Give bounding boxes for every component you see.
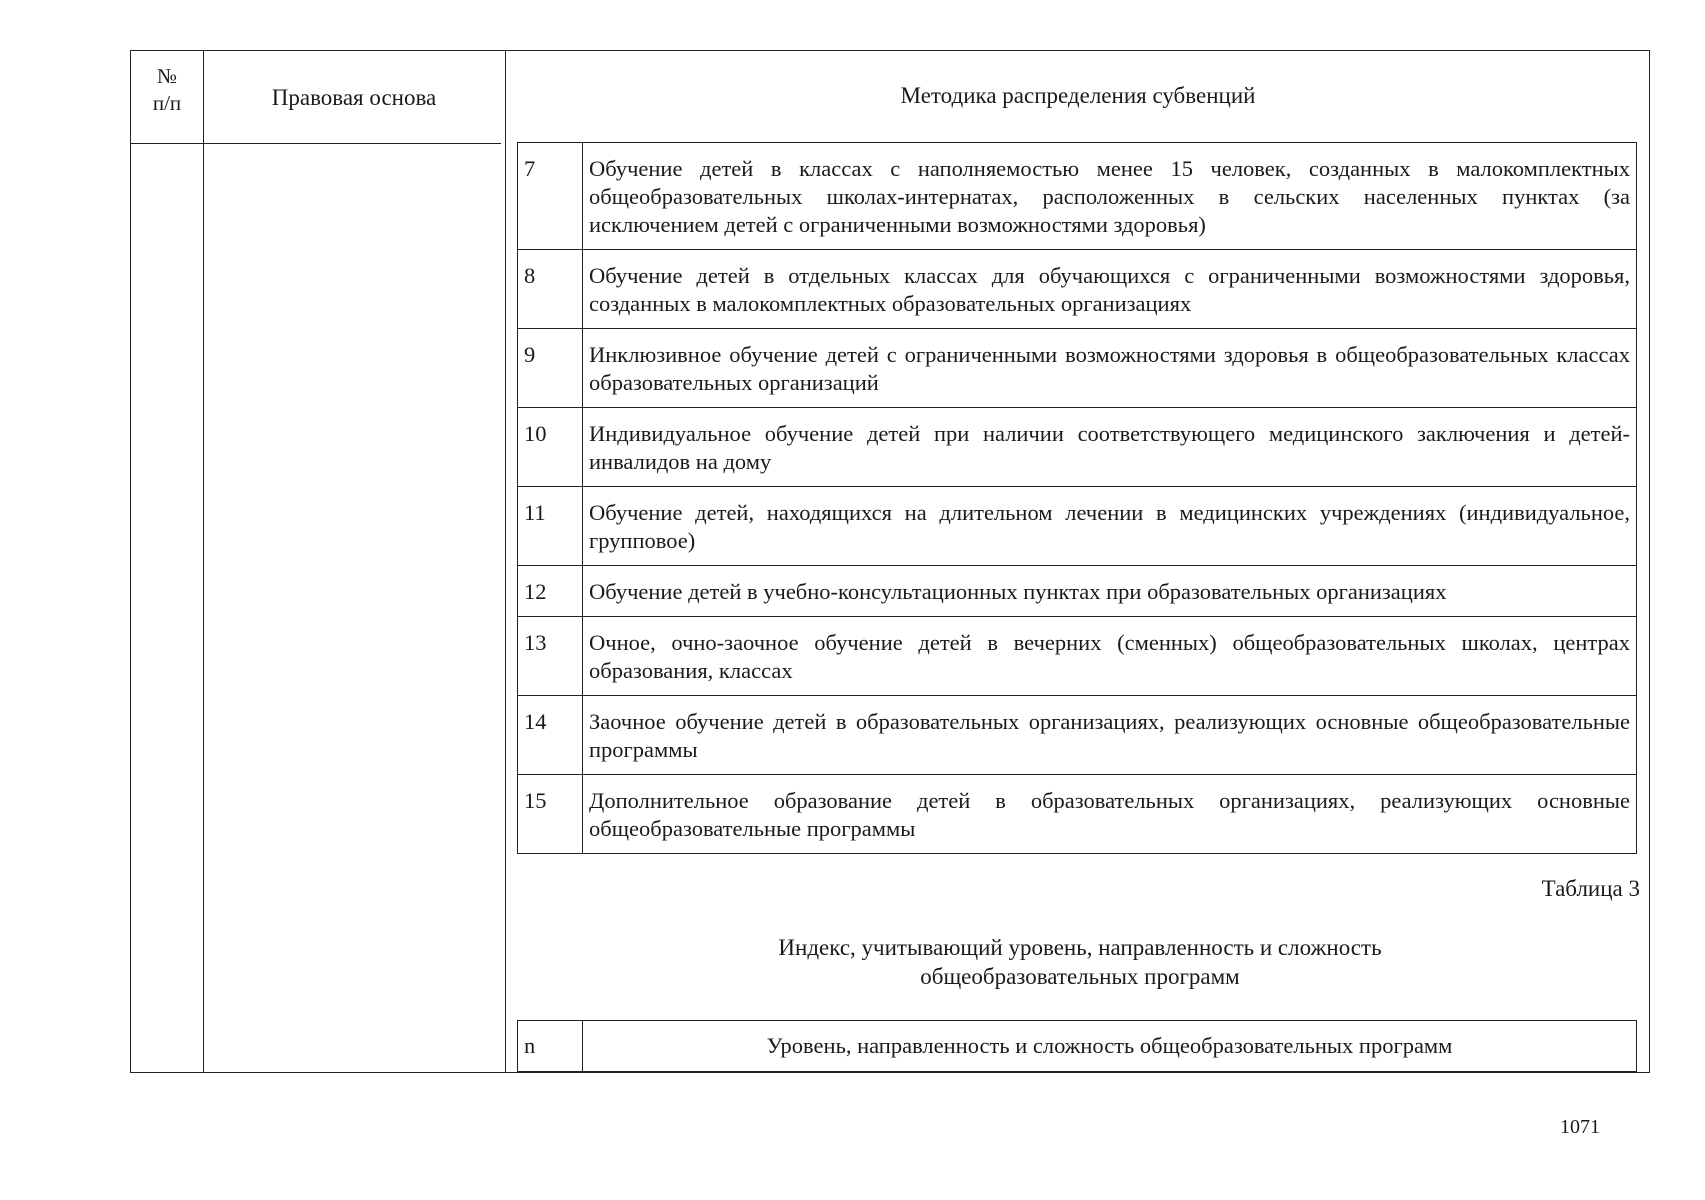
table-3-header-row [518,1021,1637,1072]
header-num-abbrev: п/п [152,91,182,115]
row-number: 13 [518,617,583,696]
row-number: 15 [518,775,583,854]
row-number: 9 [518,329,583,408]
table-row [518,329,1637,408]
row-description: Обучение детей, находящихся на длительном лечении в медицинских учреждениях (индивидуальное, групповое) [583,487,1637,566]
table-3-title-line2: общеобразовательных программ [920,964,1240,989]
table-row [518,566,1637,617]
row-description: Обучение детей в учебно-консультационных пунктах при образовательных организациях [583,566,1637,617]
table-3-col-n: n [518,1021,583,1072]
row-number: 11 [518,487,583,566]
row-number: 8 [518,250,583,329]
row-number: 12 [518,566,583,617]
column-divider-num [203,51,204,1072]
row-description: Дополнительное образование детей в образовательных организациях, реализующих основные общеобразовательные программы [583,775,1637,854]
row-number: 7 [518,143,583,250]
table-row [518,487,1637,566]
table-row [518,250,1637,329]
header-legal-basis: Правовая основа [271,85,437,110]
row-number: 10 [518,408,583,487]
page-number: 1071 [1560,1116,1600,1138]
subvention-categories-table [517,142,1637,854]
column-divider-legal [505,51,506,1072]
table-row [518,143,1637,250]
row-description: Индивидуальное обучение детей при наличии соответствующего медицинского заключения и детей-инвалидов на дому [583,408,1637,487]
row-description: Инклюзивное обучение детей с ограниченными возможностями здоровья в общеобразовательных классах образовательных организаций [583,329,1637,408]
row-description: Заочное обучение детей в образовательных организациях, реализующих основные общеобразовательные программы [583,696,1637,775]
row-number: 14 [518,696,583,775]
row-description: Обучение детей в классах с наполняемостью менее 15 человек, созданных в малокомплектных общеобразовательных школах-интернатах, расположенных в сельских населенных пунктах (за исключением детей с ограниченными возможностями здоровья) [583,143,1637,250]
row-description: Очное, очно-заочное обучение детей в вечерних (сменных) общеобразовательных школах, центрах образования, классах [583,617,1637,696]
table-3-title-line1: Индекс, учитывающий уровень, направленность и сложность [778,935,1382,960]
table-3-title [590,933,1570,991]
table-row [518,696,1637,775]
header-number-column [131,63,203,117]
table-3-label: Таблица 3 [1541,876,1640,901]
header-divider-left [131,143,501,144]
row-description: Обучение детей в отдельных классах для обучающихся с ограниченными возможностями здоровья, созданных в малокомплектных образовательных организациях [583,250,1637,329]
table-3-col-program: Уровень, направленность и сложность общеобразовательных программ [583,1021,1637,1072]
header-num-symbol: № [156,64,178,88]
header-method: Методика распределения субвенций [900,83,1256,108]
table-row [518,408,1637,487]
table-row [518,775,1637,854]
table-3-header [517,1020,1637,1072]
table-row [518,617,1637,696]
